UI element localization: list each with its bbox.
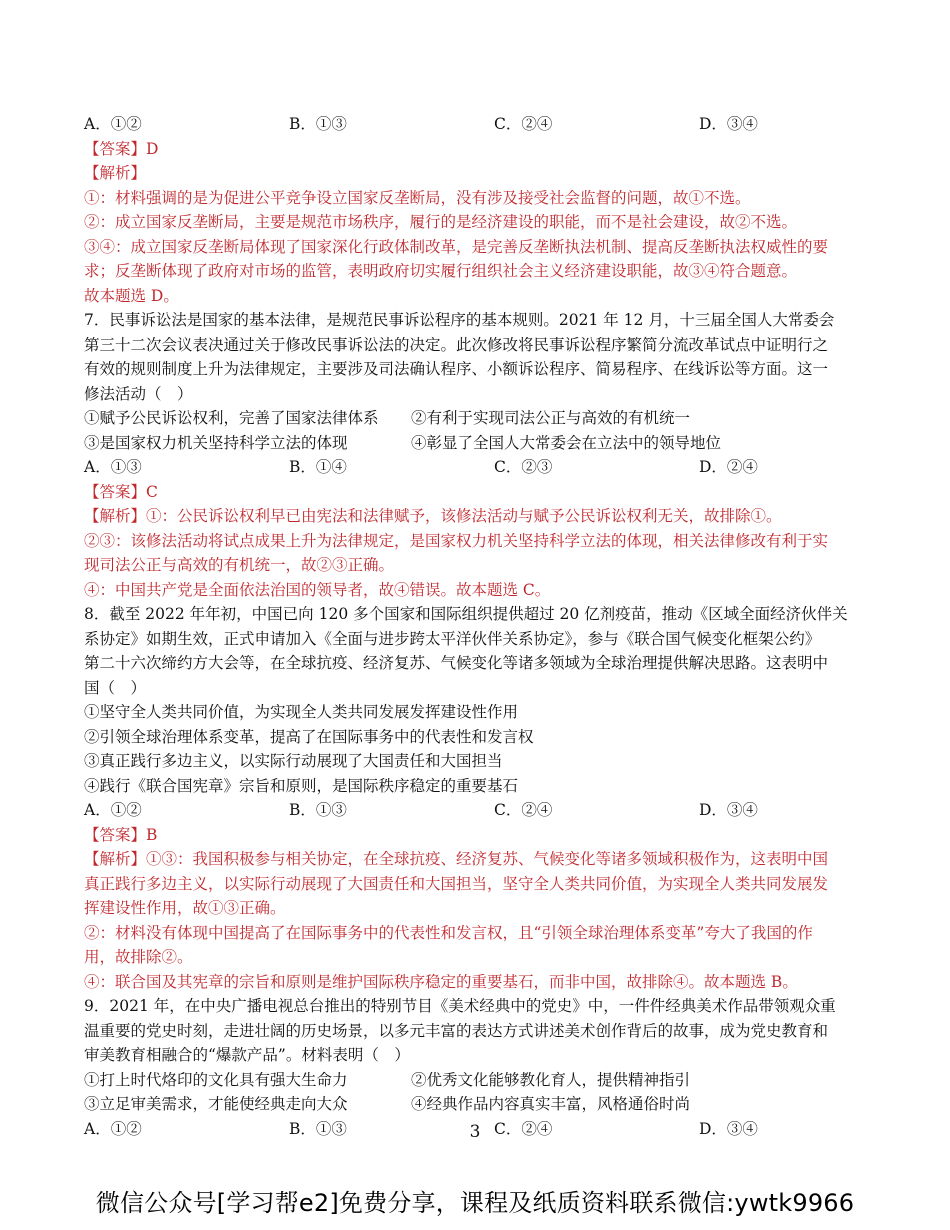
q7-stem-line: 7．民事诉讼法是国家的基本法律，是规范民事诉讼程序的基本规则。2021 年 12 月，十三届全国人大常委会 [84, 311, 835, 329]
document-page [84, 112, 874, 1141]
q9-option-c: C．②④ [494, 1119, 553, 1138]
q7-option-c: C．②③ [494, 458, 553, 476]
q8-stem-line: 8．截至 2022 年年初，中国已向 120 多个国家和国际组织提供超过 20 亿剂疫苗，推动《区域全面经济伙伴关 [84, 605, 848, 623]
q8-stem-line: 第二十六次缔约方大会等，在全球抗疫、经济复苏、气候变化等诸多领域为全球治理提供解决思路。这表明中 [84, 654, 829, 672]
q9-stem-line: 温重要的党史时刻，走进壮阔的历史场景，以多元丰富的表达方式讲述美术创作背后的故事，成为党史教育和 [84, 1021, 829, 1040]
q7-option-d: D．②④ [699, 458, 758, 476]
q6-analysis-title: 【解析】 [84, 164, 147, 182]
q8-option-c: C．②④ [494, 801, 553, 819]
q7-answer: 【答案】C [84, 482, 158, 501]
q8-statement: ①坚守全人类共同价值，为实现全人类共同发展发挥建设性作用 [84, 703, 519, 721]
q7-option-b: B．①④ [289, 458, 347, 476]
q8-stem-line: 系协定》如期生效，正式申请加入《全面与进步跨太平洋伙伴关系协定》，参与《联合国气候变化框架公约》 [84, 629, 821, 648]
q6-option-c: C．②④ [494, 115, 553, 133]
q6-option-a: A．①② [84, 115, 142, 133]
q7-analysis-line: 【解析】①：公民诉讼权利早已由宪法和法律赋予，该修法活动与赋予公民诉讼权利无关，故排除①。 [84, 507, 782, 525]
q6-option-d: D．③④ [699, 115, 758, 133]
q8-statement: ②引领全球治理体系变革，提高了在国际事务中的代表性和发言权 [84, 727, 534, 746]
q9-statement: ③立足审美需求，才能使经典走向大众 [84, 1095, 348, 1113]
page-number: 3 [469, 1122, 481, 1142]
q9-statement: ②优秀文化能够教化育人，提供精神指引 [411, 1070, 691, 1089]
q6-analysis-line: ③④：成立国家反垄断局体现了国家深化行政体制改革，是完善反垄断执法机制、提高反垄断执法权威性的要 [84, 237, 829, 256]
q6-analysis-line: 求；反垄断体现了政府对市场的监管，表明政府切实履行组织社会主义经济建设职能，故③④符合题意。 [84, 262, 798, 280]
q8-option-d: D．③④ [699, 801, 758, 819]
q7-statements-row [84, 431, 874, 456]
q9-option-a: A．①② [84, 1119, 142, 1138]
footer-watermark-text: 微信公众号[学习帮e2]免费分享，课程及纸质资料联系微信:ywtk9966 [95, 1189, 855, 1217]
q8-statement: ③真正践行多边主义，以实际行动展现了大国责任和大国担当 [84, 752, 503, 770]
q8-stem-line: 国（ ） [84, 678, 147, 697]
q9-statements-row [84, 1068, 874, 1093]
q8-analysis-line: ②：材料没有体现中国提高了在国际事务中的代表性和发言权，且“引领全球治理体系变革”夸大了我国的作 [84, 923, 813, 942]
q7-statements-row [84, 406, 874, 431]
q7-options [84, 455, 874, 480]
q7-statement: ①赋予公民诉讼权利，完善了国家法律体系 [84, 409, 379, 427]
q8-analysis-line: 真正践行多边主义，以实际行动展现了大国责任和大国担当，坚守全人类共同价值，为实现全人类共同发展发 [84, 874, 829, 893]
q7-stem-line: 第三十二次会议表决通过关于修改民事诉讼法的决定。此次修改将民事诉讼程序繁简分流改革试点中证明行之 [84, 335, 829, 354]
q9-stem-line: 审美教育相融合的“爆款产品”。材料表明（ ） [84, 1046, 410, 1064]
q8-options [84, 798, 874, 823]
q7-statement: ③是国家权力机关坚持科学立法的体现 [84, 433, 348, 452]
q9-option-d: D．③④ [699, 1119, 758, 1138]
q8-analysis-line: ④：联合国及其宪章的宗旨和原则是维护国际秩序稳定的重要基石，而非中国，故排除④。故本题选 B。 [84, 972, 798, 991]
q6-analysis-line: 故本题选 D。 [84, 286, 179, 305]
q8-analysis-line: 用，故排除②。 [84, 948, 193, 966]
q9-statements-row [84, 1092, 874, 1117]
q6-options [84, 112, 874, 137]
q8-option-a: A．①② [84, 801, 142, 819]
q6-analysis-line: ②：成立国家反垄断局，主要是规范市场秩序，履行的是经济建设的职能，而不是社会建设，故②不选。 [84, 213, 798, 231]
q7-statement: ②有利于实现司法公正与高效的有机统一 [411, 409, 691, 427]
q6-option-b: B．①③ [289, 115, 347, 133]
q7-statement: ④彰显了全国人大常委会在立法中的领导地位 [411, 433, 722, 452]
q8-analysis-line: 【解析】①③：我国积极参与相关协定，在全球抗疫、经济复苏、气候变化等诸多领域积极作为，这表明中国 [84, 850, 829, 868]
q7-stem-line: 修法活动（ ） [84, 384, 193, 403]
q9-option-b: B．①③ [289, 1119, 347, 1138]
q7-analysis-line: ④：中国共产党是全面依法治国的领导者，故④错误。故本题选 C。 [84, 580, 551, 599]
q7-analysis-line: ②③：该修法活动将试点成果上升为法律规定，是国家权力机关坚持科学立法的体现，相关法律修改有利于实 [84, 531, 829, 550]
q9-stem-line: 9．2021 年，在中央广播电视总台推出的特别节目《美术经典中的党史》中，一件件经典美术作品带领观众重 [84, 997, 836, 1015]
q7-analysis-line: 现司法公正与高效的有机统一，故②③正确。 [84, 556, 395, 574]
q7-option-a: A．①③ [84, 458, 142, 476]
q8-statement: ④践行《联合国宪章》宗旨和原则，是国际秩序稳定的重要基石 [84, 776, 519, 795]
q9-statement: ④经典作品内容真实丰富，风格通俗时尚 [411, 1095, 691, 1113]
q8-option-b: B．①③ [289, 801, 347, 819]
q6-answer: 【答案】D [84, 139, 159, 158]
q6-analysis-line: ①：材料强调的是为促进公平竞争设立国家反垄断局，没有涉及接受社会监督的问题，故①不选。 [84, 188, 751, 207]
q8-analysis-line: 挥建设性作用，故①③正确。 [84, 899, 286, 917]
q8-answer: 【答案】B [84, 825, 158, 844]
q7-stem-line: 有效的规则制度上升为法律规定，主要涉及司法确认程序、小额诉讼程序、简易程序、在线诉讼等方面。这一 [84, 360, 829, 378]
q9-statement: ①打上时代烙印的文化具有强大生命力 [84, 1070, 348, 1089]
